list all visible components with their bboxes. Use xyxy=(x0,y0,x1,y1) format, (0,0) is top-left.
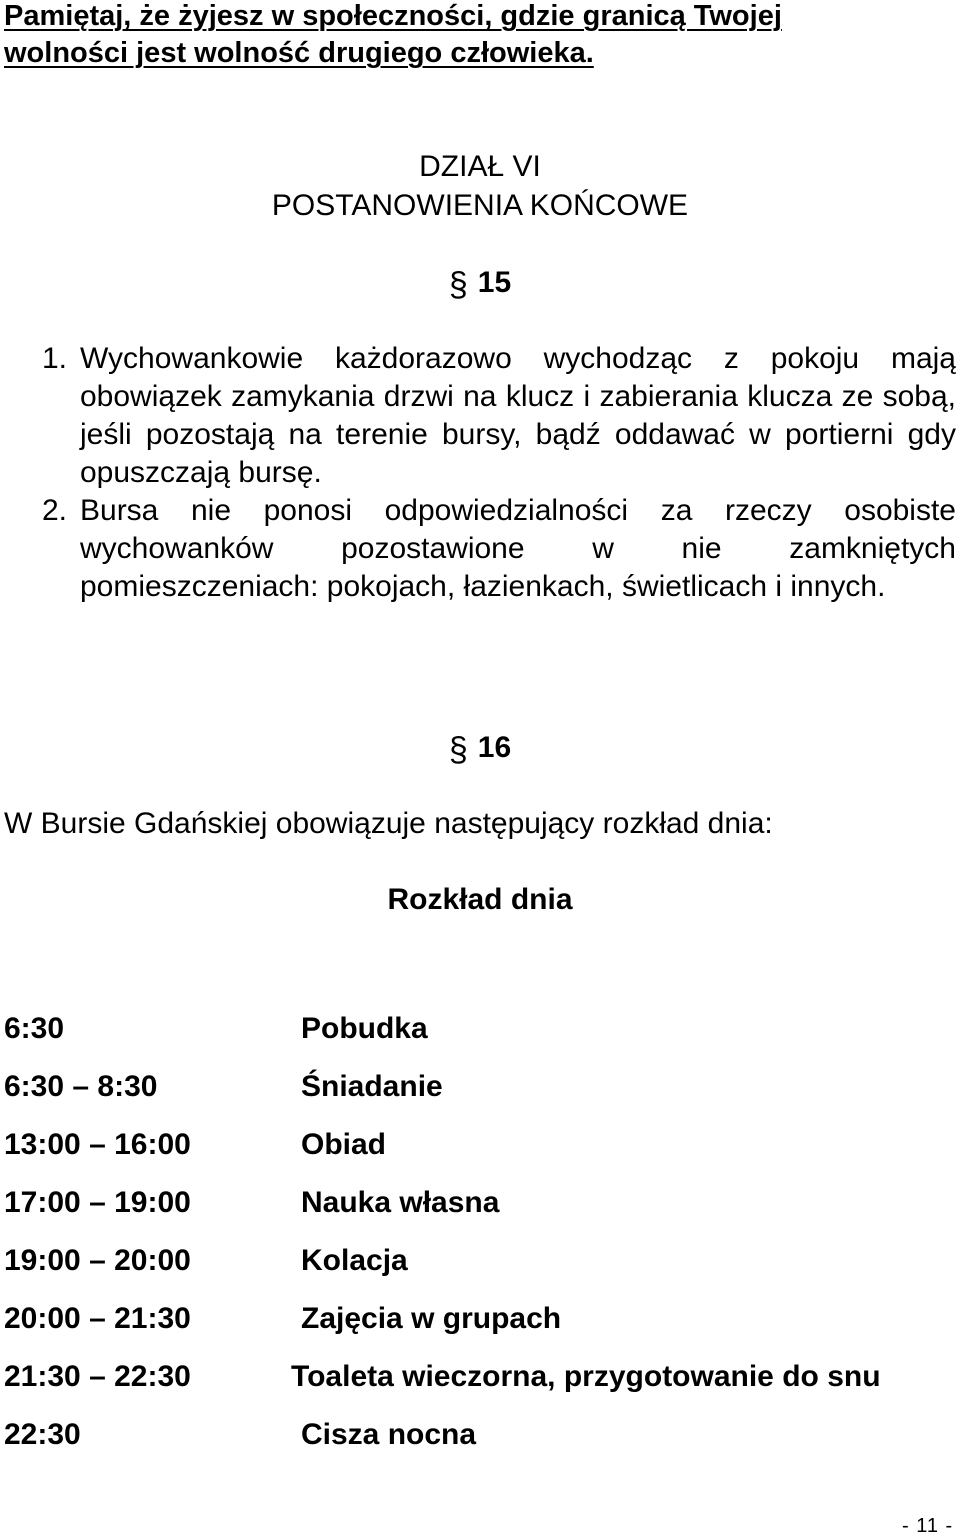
section-title: POSTANOWIENIA KOŃCOWE xyxy=(271,189,689,222)
schedule-activity: Toaleta wieczorna, przygotowanie do snu xyxy=(291,1360,881,1393)
schedule-time: 6:30 – 8:30 xyxy=(4,1070,158,1103)
section-sign-icon: § xyxy=(448,731,468,769)
schedule-activity: Cisza nocna xyxy=(301,1418,477,1451)
schedule-activity: Kolacja xyxy=(301,1244,408,1277)
section-sign-icon: § xyxy=(448,266,468,304)
list-item-text: Wychowankowie każdorazowo wychodząc z pokoju mają obowiązek zamykania drzwi na klucz i zabierania klucza ze sobą, jeśli pozostają na terenie bursy, bądź oddawać w portierni gdy opuszczają bursę. xyxy=(80,342,956,489)
list-item-text: Bursa nie ponosi odpowiedzialności za rzeczy osobiste wychowanków pozostawione w nie zamkniętych pomieszczeniach: pokojach, łazienkach, świetlicach i innych. xyxy=(80,494,956,603)
schedule-time: 17:00 – 19:00 xyxy=(4,1186,191,1219)
schedule-time: 21:30 – 22:30 xyxy=(4,1360,191,1393)
schedule-time: 6:30 xyxy=(4,1012,65,1045)
paragraph-15-list xyxy=(42,340,956,606)
list-item-number: 2. xyxy=(42,494,68,527)
schedule-intro: W Bursie Gdańskiej obowiązuje następujący rozkład dnia: xyxy=(4,807,773,840)
schedule-activity: Obiad xyxy=(301,1128,387,1161)
page-number: - 11 - xyxy=(902,1515,954,1537)
list-item-number: 1. xyxy=(42,342,68,375)
notice xyxy=(4,0,782,72)
list-item xyxy=(42,492,956,606)
schedule-row xyxy=(0,1418,960,1476)
schedule-row xyxy=(0,1186,960,1244)
schedule-row xyxy=(0,1070,960,1128)
paragraph-number: 16 xyxy=(477,731,512,764)
schedule-row xyxy=(0,1244,960,1302)
schedule-row xyxy=(0,1302,960,1360)
paragraph-16-heading xyxy=(0,731,960,770)
schedule-time: 20:00 – 21:30 xyxy=(4,1302,191,1335)
section-label: DZIAŁ VI xyxy=(419,150,541,183)
schedule-row xyxy=(0,1360,960,1418)
schedule-time: 19:00 – 20:00 xyxy=(4,1244,191,1277)
paragraph-number: 15 xyxy=(477,266,512,299)
schedule-row xyxy=(0,1128,960,1186)
schedule-activity: Pobudka xyxy=(301,1012,428,1045)
schedule-time: 13:00 – 16:00 xyxy=(4,1128,191,1161)
schedule-title: Rozkład dnia xyxy=(387,883,573,916)
schedule-activity: Śniadanie xyxy=(301,1070,443,1103)
schedule-row xyxy=(0,1012,960,1070)
schedule-activity: Nauka własna xyxy=(301,1186,500,1219)
list-item xyxy=(42,340,956,492)
notice-line-2: wolności jest wolność drugiego człowieka. xyxy=(4,37,594,69)
notice-line-1: Pamiętaj, że żyjesz w społeczności, gdzie granicą Twojej xyxy=(4,0,782,32)
paragraph-15-heading xyxy=(0,266,960,305)
schedule-activity: Zajęcia w grupach xyxy=(301,1302,562,1335)
schedule-time: 22:30 xyxy=(4,1418,81,1451)
